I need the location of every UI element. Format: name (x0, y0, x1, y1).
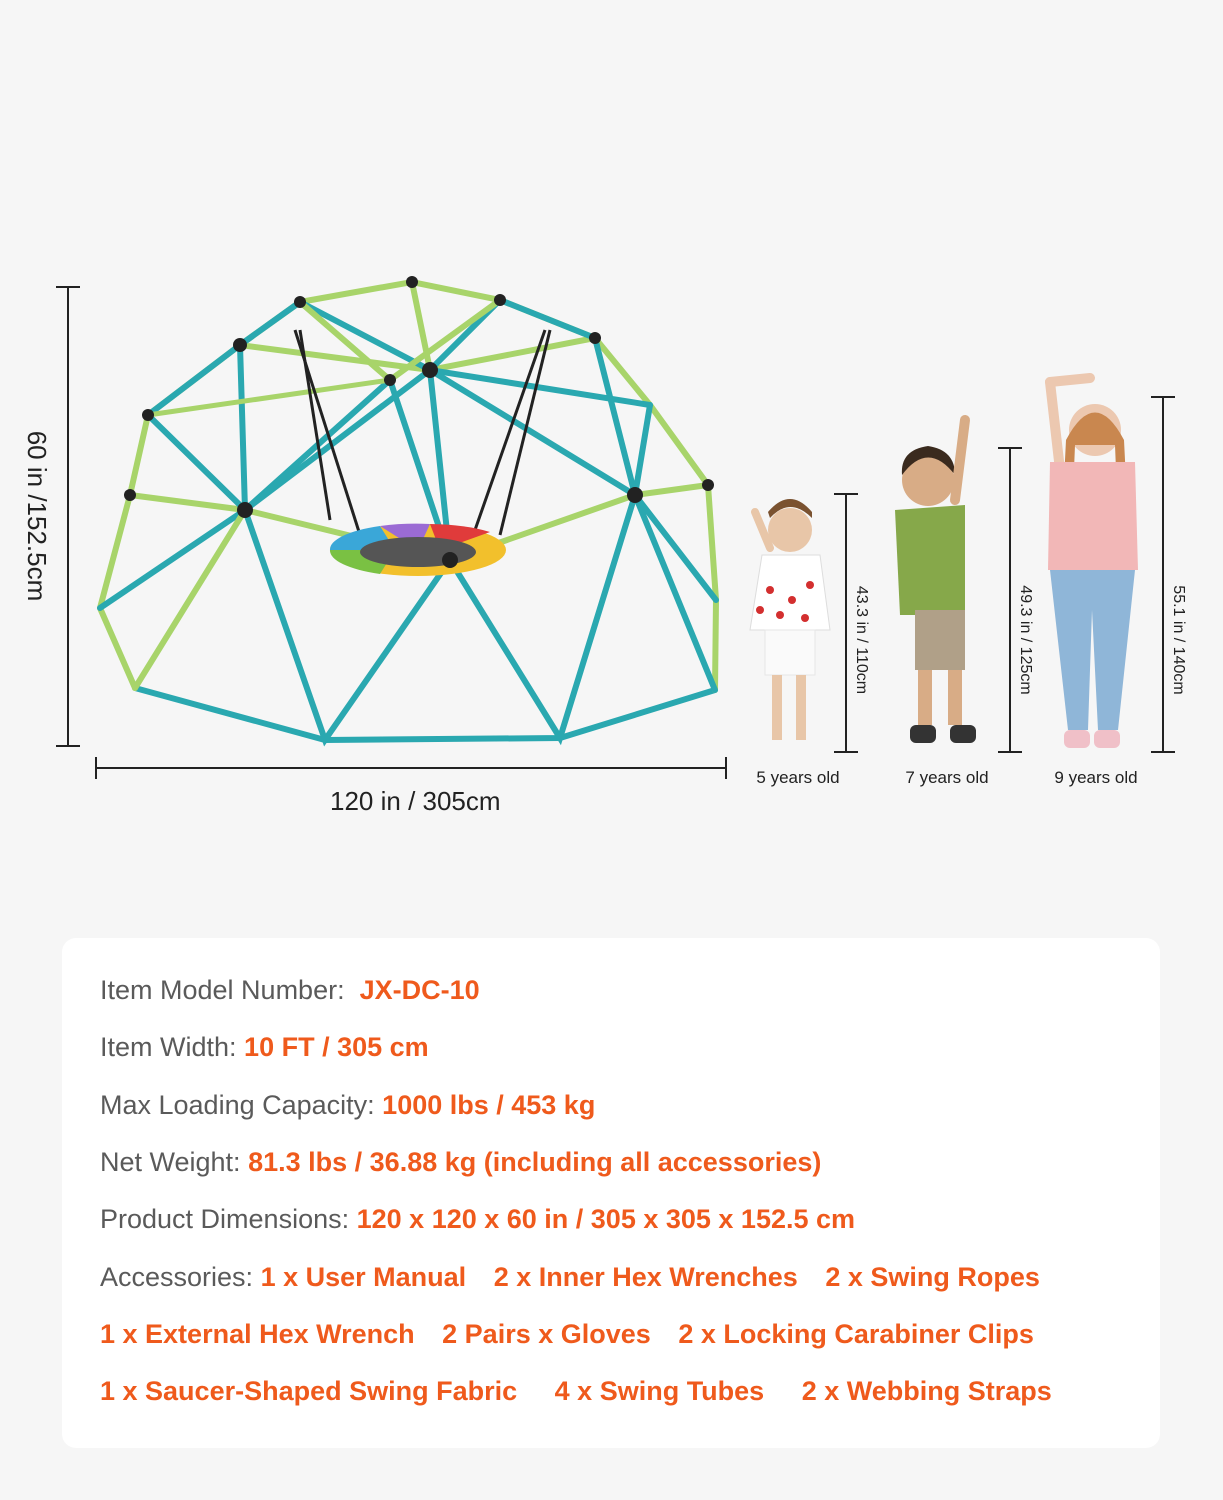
child-height-label-5: 43.3 in / 110cm (853, 585, 870, 695)
child-height-label-9: 55.1 in / 140cm (1170, 585, 1187, 695)
accessory-item: 2 x Swing Ropes (825, 1262, 1040, 1292)
height-label: 60 in /152.5cm (22, 430, 52, 602)
height-dimension-line (56, 287, 80, 746)
age-label-9: 9 years old (1054, 768, 1138, 787)
spec-weight-label: Net Weight: (100, 1147, 241, 1177)
accessory-item: 4 x Swing Tubes (554, 1376, 765, 1406)
spec-capacity-value: 1000 lbs / 453 kg (382, 1090, 596, 1120)
accessory-item: 2 x Webbing Straps (801, 1376, 1052, 1406)
accessory-item: 1 x Saucer-Shaped Swing Fabric (100, 1376, 518, 1406)
spec-capacity-row (100, 1089, 595, 1121)
spec-accessories-row-1 (100, 1261, 1060, 1293)
child-figure-7 (895, 420, 976, 743)
child-figure-9 (1048, 378, 1138, 748)
spec-width-row (100, 1031, 429, 1063)
spec-model-row (100, 974, 480, 1006)
child-height-label-7: 49.3 in / 125cm (1017, 585, 1034, 695)
spec-accessories-label: Accessories: (100, 1262, 254, 1292)
accessory-item: 1 x User Manual (260, 1262, 467, 1292)
accessory-item: 2 x Inner Hex Wrenches (493, 1262, 798, 1292)
climbing-dome (100, 282, 716, 740)
spec-accessories-row-2 (100, 1318, 1054, 1350)
spec-dimensions-label: Product Dimensions: (100, 1204, 350, 1234)
spec-accessories-row-3 (100, 1375, 1072, 1407)
spec-model-value: JX-DC-10 (359, 975, 480, 1005)
spec-width-value: 10 FT / 305 cm (244, 1032, 429, 1062)
saucer-swing (330, 524, 506, 576)
spec-card (62, 938, 1160, 1448)
spec-weight-value: 81.3 lbs / 36.88 kg (including all accessories) (248, 1147, 822, 1177)
spec-capacity-label: Max Loading Capacity: (100, 1090, 375, 1120)
spec-weight-row (100, 1146, 821, 1178)
accessory-item: 2 Pairs x Gloves (442, 1319, 651, 1349)
spec-dimensions-value: 120 x 120 x 60 in / 305 x 305 x 152.5 cm (356, 1204, 856, 1234)
spec-model-label: Item Model Number: (100, 975, 345, 1005)
child-figure-5 (750, 499, 830, 740)
width-dimension-line (96, 757, 726, 779)
spec-width-label: Item Width: (100, 1032, 237, 1062)
accessory-item: 1 x External Hex Wrench (100, 1319, 415, 1349)
width-label: 120 in / 305cm (330, 786, 501, 816)
age-label-7: 7 years old (905, 768, 989, 787)
spec-dimensions-row (100, 1203, 855, 1235)
accessory-item: 2 x Locking Carabiner Clips (678, 1319, 1034, 1349)
age-label-5: 5 years old (756, 768, 840, 787)
